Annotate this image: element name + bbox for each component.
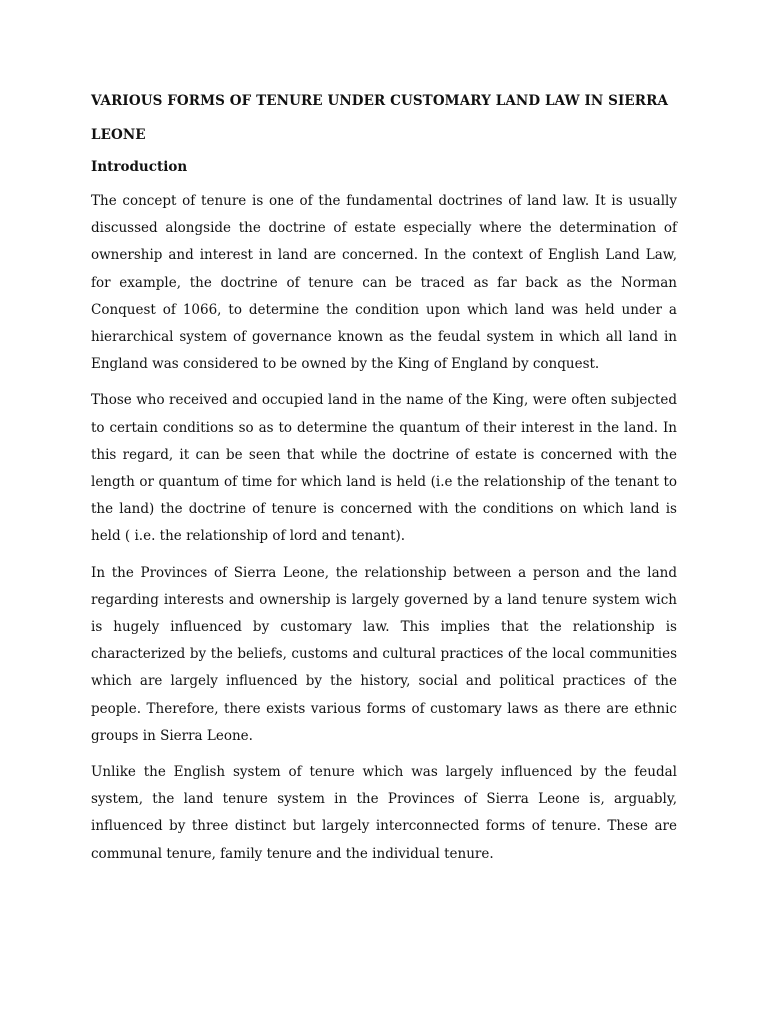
- section-heading-introduction: Introduction: [91, 159, 188, 175]
- document-page: [91, 84, 677, 877]
- paragraph-4: Unlike the English system of tenure which was largely influenced by the feudal system, the land tenure system in the Provinces of Sierra Leone is, arguably, influenced by three distinct but largely interconnected forms of tenure. These are communal tenure, family tenure and the individual tenure.: [91, 764, 677, 862]
- paragraph-1: The concept of tenure is one of the fundamental doctrines of land law. It is usually discussed alongside the doctrine of estate especially where the determination of ownership and interest in land are concerned. In the context of English Land Law, for example, the doctrine of tenure can be traced as far back as the Norman Conquest of 1066, to determine the condition upon which land was held under a hierarchical system of governance known as the feudal system in which all land in England was considered to be owned by the King of England by conquest.: [91, 193, 677, 373]
- document-title: VARIOUS FORMS OF TENURE UNDER CUSTOMARY LAND LAW IN SIERRA LEONE: [91, 93, 669, 143]
- paragraph-2: Those who received and occupied land in the name of the King, were often subjected to certain conditions so as to determine the quantum of their interest in the land. In this regard, it can be seen that while the doctrine of estate is concerned with the length or quantum of time for which land is held (i.e the relationship of the tenant to the land) the doctrine of tenure is concerned with the conditions on which land is held ( i.e. the relationship of lord and tenant).: [91, 392, 677, 545]
- paragraph-3: In the Provinces of Sierra Leone, the relationship between a person and the land regarding interests and ownership is largely governed by a land tenure system wich is hugely influenced by customary law. This implies that the relationship is characterized by the beliefs, customs and cultural practices of the local communities which are largely influenced by the history, social and political practices of the people. Therefore, there exists various forms of customary laws as there are ethnic groups in Sierra Leone.: [91, 564, 677, 744]
